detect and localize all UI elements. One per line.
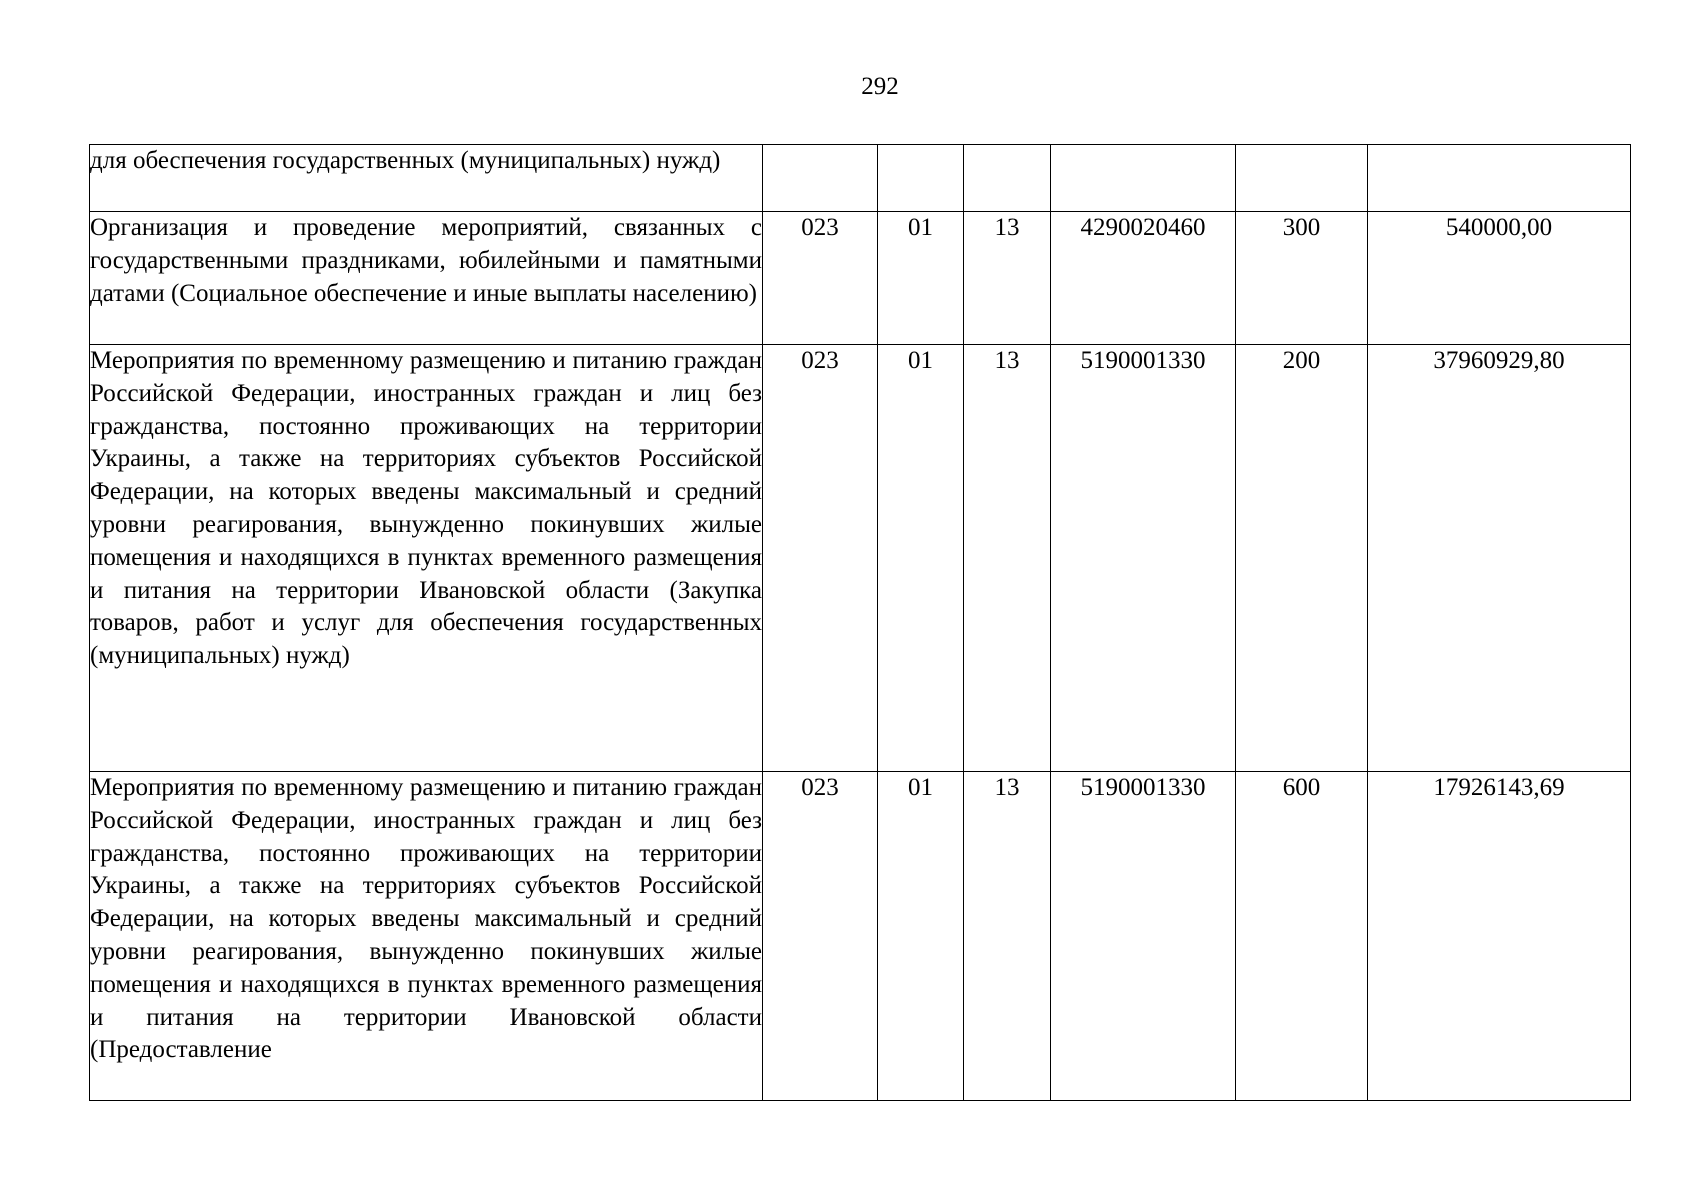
- ministry-code: [763, 145, 878, 212]
- target-article-code: 4290020460: [1051, 212, 1236, 345]
- subsection-code: [964, 145, 1051, 212]
- table-row: [90, 212, 1631, 345]
- ministry-code: 023: [763, 212, 878, 345]
- row-description: Мероприятия по временному размещению и питанию граждан Российской Федерации, иностранных граждан и лиц без гражданства, постоянно проживающих на территории Украины, а также на территориях субъектов Российской Федерации, на которых введены максимальный и средний уровни реагирования, вынужденно покинувших жилые помещения и находящихся в пунктах временного размещения и питания на территории Ивановской области (Предоставление: [90, 772, 763, 1101]
- target-article-code: 5190001330: [1051, 772, 1236, 1101]
- page-number: 292: [861, 73, 899, 100]
- row-description: Мероприятия по временному размещению и питанию граждан Российской Федерации, иностранных граждан и лиц без гражданства, постоянно проживающих на территории Украины, а также на территориях субъектов Российской Федерации, на которых введены максимальный и средний уровни реагирования, вынужденно покинувших жилые помещения и находящихся в пунктах временного размещения и питания на территории Ивановской области (Закупка товаров, работ и услуг для обеспечения государственных (муниципальных) нужд): [90, 345, 763, 772]
- expense-type-code: [1236, 145, 1368, 212]
- section-code: 01: [878, 212, 964, 345]
- ministry-code: 023: [763, 772, 878, 1101]
- section-code: 01: [878, 345, 964, 772]
- amount: 17926143,69: [1368, 772, 1631, 1101]
- budget-table: [89, 144, 1631, 1101]
- expense-type-code: 200: [1236, 345, 1368, 772]
- row-description: для обеспечения государственных (муниципальных) нужд): [90, 145, 763, 212]
- section-code: [878, 145, 964, 212]
- amount: 37960929,80: [1368, 345, 1631, 772]
- expense-type-code: 300: [1236, 212, 1368, 345]
- subsection-code: 13: [964, 345, 1051, 772]
- table-row: [90, 145, 1631, 212]
- expense-type-code: 600: [1236, 772, 1368, 1101]
- subsection-code: 13: [964, 212, 1051, 345]
- target-article-code: 5190001330: [1051, 345, 1236, 772]
- table-row: [90, 345, 1631, 772]
- target-article-code: [1051, 145, 1236, 212]
- section-code: 01: [878, 772, 964, 1101]
- table-row: [90, 772, 1631, 1101]
- ministry-code: 023: [763, 345, 878, 772]
- subsection-code: 13: [964, 772, 1051, 1101]
- amount: [1368, 145, 1631, 212]
- amount: 540000,00: [1368, 212, 1631, 345]
- row-description: Организация и проведение мероприятий, связанных с государственными праздниками, юбилейными и памятными датами (Социальное обеспечение и иные выплаты населению): [90, 212, 763, 345]
